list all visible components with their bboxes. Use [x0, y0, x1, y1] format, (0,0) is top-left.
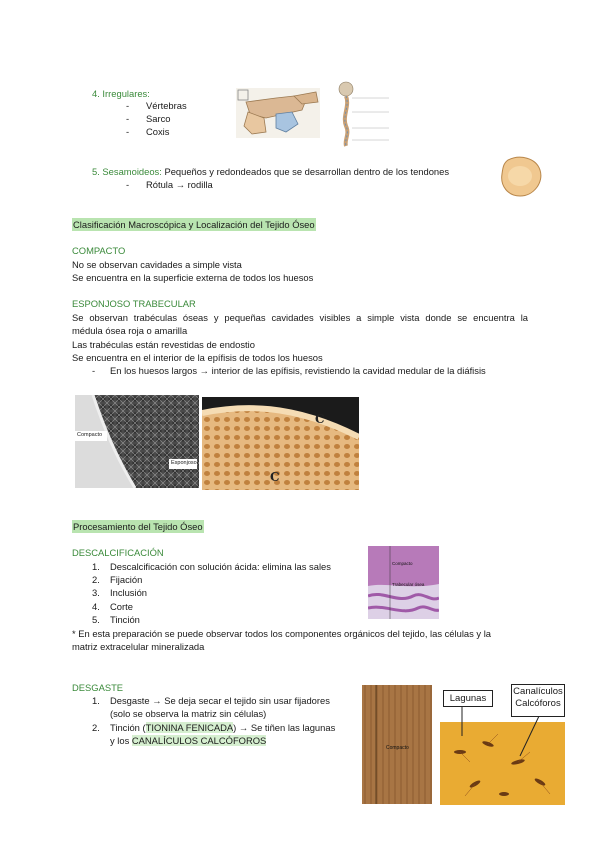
spine-image: [334, 80, 394, 148]
paragraph-line: Se encuentra en la superficie externa de todos los huesos: [72, 272, 314, 283]
list-item: Desgaste → Se deja secar el tejido sin usar fijadores: [110, 695, 330, 706]
callout-canaliculos: [511, 684, 565, 717]
list-item: [110, 722, 335, 734]
bone-section-image: [202, 397, 359, 490]
paragraph-line: médula ósea roja o amarilla: [72, 325, 188, 336]
list-bullet: -: [126, 100, 130, 111]
step-number: 1.: [92, 561, 100, 572]
sesamoideos-title: 5. Sesamoideos:: [92, 166, 162, 177]
list-item: [110, 735, 266, 747]
image-label: Trabecular ósea: [392, 582, 425, 587]
step-number: 1.: [92, 695, 100, 706]
paragraph-line: Se encuentra en el interior de la epífisis de todos los huesos: [72, 352, 323, 363]
desgaste-image: [362, 685, 432, 804]
vertebra-image: [236, 88, 320, 138]
list-item: Inclusión: [110, 587, 148, 598]
histology-image: [368, 546, 439, 619]
callout-lagunas: Lagunas: [443, 690, 493, 707]
patella-image: [498, 154, 544, 200]
paragraph-line: Se observan trabéculas óseas y pequeñas cavidades visibles a simple vista donde se encuentra la: [72, 312, 528, 323]
image-label: C: [270, 470, 280, 484]
list-item: (solo se observa la matriz sin células): [110, 708, 267, 719]
section-heading: [72, 219, 316, 231]
section-heading-text: Clasificación Macroscópica y Localización del Tejido Óseo: [73, 219, 315, 230]
descal-title: DESCALCIFICACIÓN: [72, 547, 164, 558]
image-label: Esponjoso: [171, 460, 197, 466]
step-number: 3.: [92, 587, 100, 598]
irregulares-title: 4. Irregulares:: [92, 88, 150, 99]
callout-line: Calcóforos: [515, 698, 561, 709]
desgaste-title: DESGASTE: [72, 682, 124, 693]
text-run: y los: [110, 735, 132, 746]
sesamoideos-desc: Pequeños y redondeados que se desarrollan dentro de los tendones: [164, 166, 450, 177]
list-item: Sarco: [146, 113, 171, 124]
sesamoideos-line: [92, 166, 449, 178]
paragraph-line: Las trabéculas están revestidas de endostio: [72, 339, 255, 350]
text-run: ) → Se tiñen las lagunas: [233, 722, 336, 733]
list-item: Corte: [110, 601, 133, 612]
list-bullet: -: [126, 179, 130, 190]
text-run: Tinción (: [110, 722, 146, 733]
image-label: Compacto: [77, 432, 103, 438]
list-item: Vértebras: [146, 100, 187, 111]
note-line: * En esta preparación se puede observar todos los componentes orgánicos del tejido, las células y la: [72, 628, 492, 639]
callout-line: Canalículos: [513, 686, 563, 697]
list-item: Fijación: [110, 574, 143, 585]
image-label: Compacto: [392, 561, 413, 566]
list-bullet: -: [126, 113, 130, 124]
note-line: matriz extracelular mineralizada: [72, 641, 205, 652]
step-number: 2.: [92, 574, 100, 585]
paragraph-line: No se observan cavidades a simple vista: [72, 259, 242, 270]
highlight-tionina: TIONINA FENICADA: [145, 722, 234, 733]
esponjoso-title: ESPONJOSO TRABECULAR: [72, 298, 196, 309]
highlight-canaliculos: CANALÍCULOS CALCÓFOROS: [131, 735, 267, 746]
section-heading-text: Procesamiento del Tejido Óseo: [73, 521, 203, 532]
list-bullet: -: [92, 365, 96, 376]
list-item: Tinción: [110, 614, 140, 625]
list-item: Coxis: [146, 126, 170, 137]
bone-micrograph-image: [75, 395, 199, 488]
list-item: Descalcificación con solución ácida: elimina las sales: [110, 561, 331, 572]
list-bullet: -: [126, 126, 130, 137]
step-number: 4.: [92, 601, 100, 612]
list-item: En los huesos largos → interior de las epífisis, revistiendo la cavidad medular de la diáfisis: [110, 365, 486, 376]
image-label: Compacto: [386, 745, 409, 751]
section-heading: [72, 521, 204, 533]
step-number: 2.: [92, 722, 100, 733]
image-label: C: [315, 412, 325, 426]
step-number: 5.: [92, 614, 100, 625]
compacto-title: COMPACTO: [72, 245, 126, 256]
list-item: Rótula → rodilla: [146, 179, 213, 190]
